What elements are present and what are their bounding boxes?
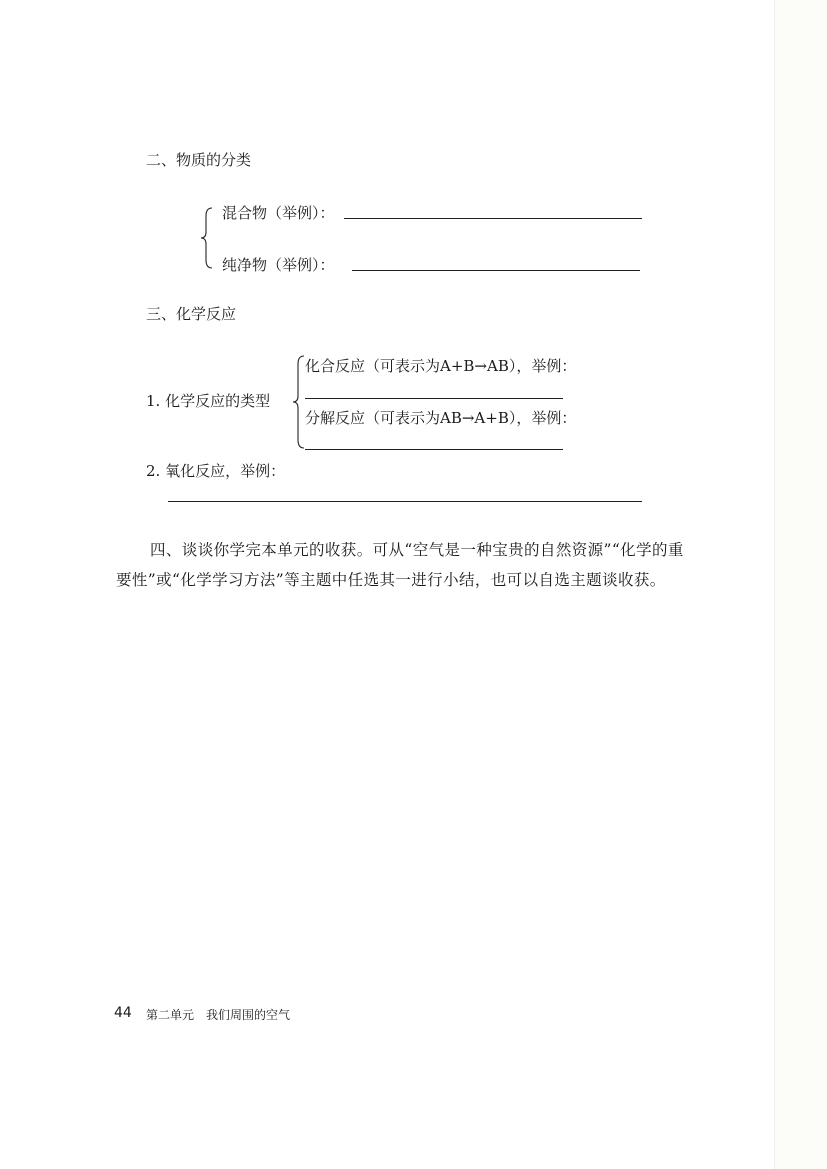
page-number: 44 — [114, 1005, 132, 1021]
brace-reaction-types — [292, 354, 306, 450]
brace-classification — [200, 206, 214, 270]
oxidation-answer-line[interactable] — [168, 501, 642, 502]
reaction-types-label: 1. 化学反应的类型 — [146, 392, 271, 410]
pure-substance-answer-line[interactable] — [352, 270, 640, 271]
mixture-answer-line[interactable] — [344, 218, 642, 219]
oxidation-reaction-label: 2. 氧化反应，举例： — [146, 462, 286, 480]
decomposition-reaction-label: 分解反应（可表示为AB→A+B），举例： — [305, 409, 577, 427]
pure-substance-label: 纯净物（举例）： — [222, 256, 335, 274]
decomposition-answer-line[interactable] — [305, 449, 563, 450]
running-footer-title: 第二单元 我们周围的空气 — [146, 1008, 291, 1022]
section-heading-reactions: 三、化学反应 — [146, 305, 237, 323]
reflection-prompt: 四、谈谈你学完本单元的收获。可从“空气是一种宝贵的自然资源”“化学的重要性”或“化学学习方法”等主题中任选其一进行小结，也可以自选主题谈收获。 — [116, 541, 684, 589]
combination-answer-line[interactable] — [305, 398, 563, 399]
combination-reaction-label: 化合反应（可表示为A+B→AB），举例： — [305, 357, 577, 375]
mixture-label: 混合物（举例）： — [222, 204, 335, 222]
section-heading-classification: 二、物质的分类 — [146, 151, 252, 169]
page-edge — [774, 0, 827, 1169]
